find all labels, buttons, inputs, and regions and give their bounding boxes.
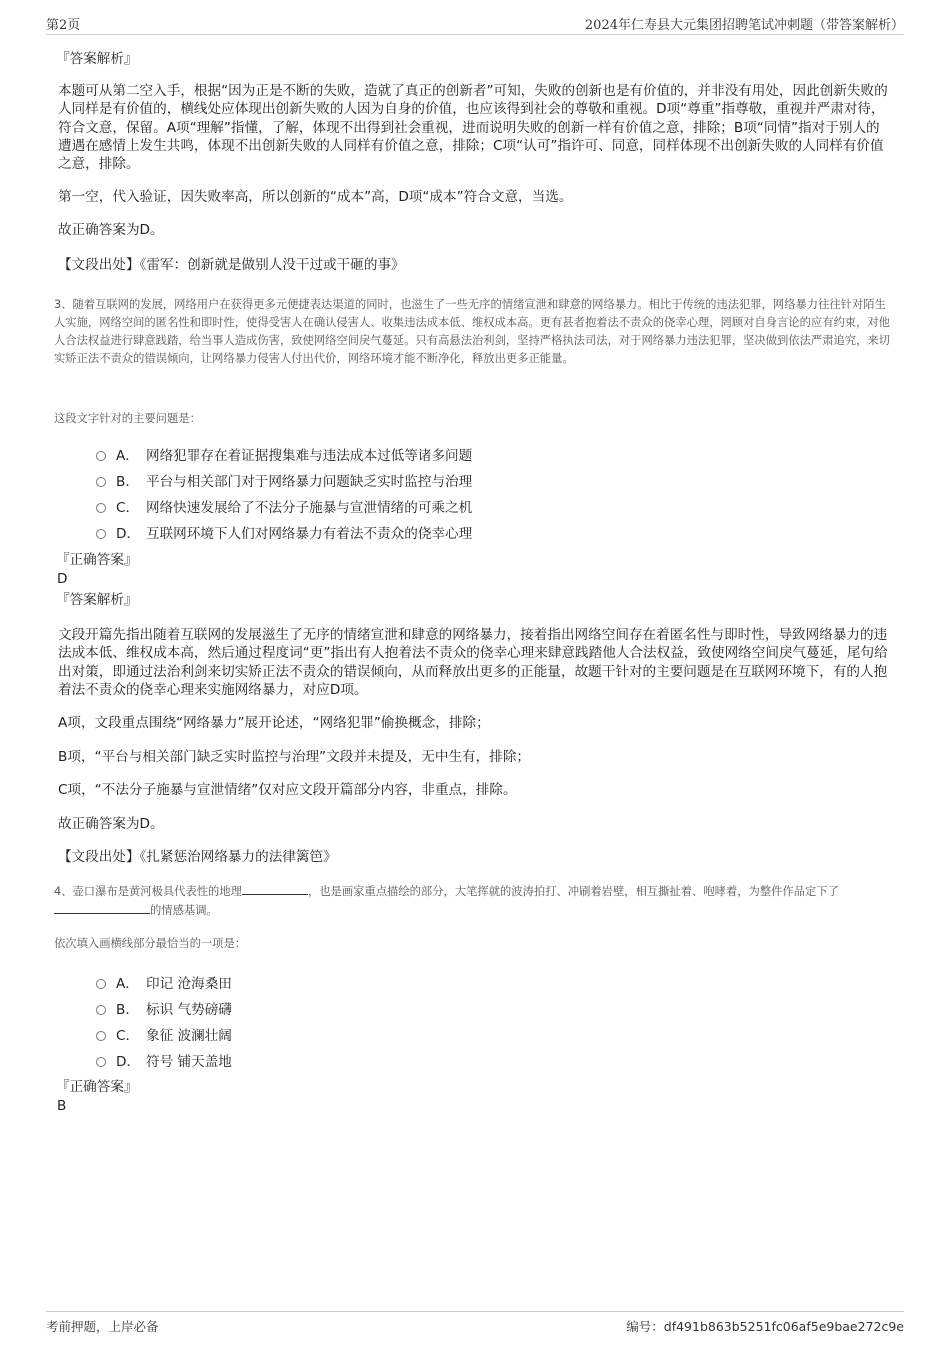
option-text: 象征 波澜壮阔 [146,1028,232,1044]
q4-correct-answer: B [57,1098,67,1114]
option-text: 互联网环境下人们对网络暴力有着法不责众的侥幸心理 [146,526,473,542]
page-header [46,14,904,35]
q3-analysis-label: 『答案解析』 [56,592,138,608]
q3-options [96,441,472,545]
option-text: 平台与相关部门对于网络暴力问题缺乏实时监控与治理 [146,474,473,490]
option-text: 网络快速发展给了不法分子施暴与宣泄情绪的可乘之机 [146,500,473,516]
q2-analysis-p2: 第一空，代入验证，因失败率高，所以创新的“成本”高，D项“成本”符合文意，当选。 [58,189,573,205]
q3-analysis-p4: C项，“不法分子施暴与宣泄情绪”仅对应文段开篇部分内容，非重点，排除。 [58,782,517,798]
q4-stem [54,882,892,920]
q4-correct-label: 『正确答案』 [56,1079,138,1095]
option-key: D． [116,526,141,542]
footer-slogan: 考前押题，上岸必备 [46,1319,159,1334]
q2-source: 【文段出处】《雷军：创新就是做别人没干过或干砸的事》 [58,257,405,273]
radio-icon[interactable] [96,1005,106,1015]
q3-analysis-p5: 故正确答案为D。 [58,816,164,832]
option-text: 网络犯罪存在着证据搜集难与违法成本过低等诸多问题 [146,448,473,464]
radio-icon[interactable] [96,529,106,539]
option-key: A． [116,976,139,992]
q2-analysis-p3: 故正确答案为D。 [58,222,164,238]
option-text: 标识 气势磅礴 [146,1002,232,1018]
radio-icon[interactable] [96,451,106,461]
q4-option-a[interactable] [96,969,232,995]
page-number: 第2页 [46,18,81,33]
document-title: 2024年仁寿县大元集团招聘笔试冲刺题（带答案解析） [584,18,904,33]
option-key: D． [116,1054,141,1070]
q3-question: 这段文字针对的主要问题是： [54,412,201,425]
radio-icon[interactable] [96,979,106,989]
q3-source: 【文段出处】《扎紧惩治网络暴力的法律篱笆》 [58,849,337,865]
radio-icon[interactable] [96,1057,106,1067]
q4-question: 依次填入画横线部分最恰当的一项是： [54,937,247,950]
radio-icon[interactable] [96,1031,106,1041]
footer-code [626,1317,904,1335]
q3-correct-answer: D [57,571,68,587]
q2-analysis-p1: 本题可从第二空入手，根据“因为正是不断的失败，造就了真正的创新者”可知，失败的创新也是有价值的，并非没有用处，因此创新失败的人同样是有价值的，横线处应体现出创新失败的人因为自身的价值，也应该得到社会的尊敬和重视。D项“尊重”指尊敬，重视并严肃对待，符合文意，保留。A项“理解”指懂，了解，体现不出得到社会重视，进而说明失败的创新一样有价值之意，排除；B项“同情”指对于别人的遭遇在感情上发生共鸣，体现不出创新失败的人同样有价值之意，排除；C项“认可”指许可、同意，同样体现不出创新失败的人同样有价值之意，排除。 [58,83,888,173]
q2-analysis-label: 『答案解析』 [56,51,138,67]
radio-icon[interactable] [96,503,106,513]
option-key: C． [116,1028,140,1044]
q4-option-c[interactable] [96,1021,232,1047]
option-key: B． [116,474,139,490]
code-label: 编号： [626,1319,664,1334]
q3-correct-label: 『正确答案』 [56,552,138,568]
fill-blank-1 [242,882,308,895]
q4-options [96,969,232,1073]
q3-analysis-p3: B项，“平台与相关部门缺乏实时监控与治理”文段并未提及，无中生有，排除； [58,749,531,765]
q3-option-d[interactable] [96,519,472,545]
q4-stem-part-1: 4、壶口瀑布是黄河极具代表性的地理 [54,885,242,898]
q4-stem-part-2: ，也是画家重点描绘的部分，大笔挥就的波涛拍打、冲刷着岩壁，相互撕扯着、咆哮着，为整件作品定下了 [307,885,839,898]
code-value: df491b863b5251fc06af5e9bae272c9e [663,1319,904,1334]
q3-option-b[interactable] [96,467,472,493]
q3-stem: 3、随着互联网的发展，网络用户在获得更多元便捷表达渠道的同时，也滋生了一些无序的情绪宣泄和肆意的网络暴力。相比于传统的违法犯罪，网络暴力往往针对陌生人实施，网络空间的匿名性和即时性，使得受害人在确认侵害人、收集违法成本低、维权成本高。更有甚者抱着法不责众的侥幸心理，罔顾对自身言论的应有约束，对他人合法权益进行肆意践踏，给当事人造成伤害，致使网络空间戾气蔓延。只有高悬法治利剑，坚持严格执法司法，对于网络暴力违法犯罪，坚决做到依法严肃追究，来切实矫正法不责众的错误倾向，让网络暴力侵害人付出代价，网络环境才能不断净化，释放出更多正能量。 [54,298,890,365]
option-key: B． [116,1002,139,1018]
page-footer [46,1311,904,1338]
option-text: 符号 铺天盖地 [146,1054,232,1070]
q4-option-b[interactable] [96,995,232,1021]
q4-option-d[interactable] [96,1047,232,1073]
q3-analysis-p1: 文段开篇先指出随着互联网的发展滋生了无序的情绪宣泄和肆意的网络暴力，接着指出网络空间存在着匿名性与即时性，导致网络暴力的违法成本低、维权成本高，然后通过程度词“更”指出有人抱着法不责众的侥幸心理来肆意践踏他人合法权益，致使网络空间戾气蔓延，尾句给出对策，即通过法治利剑来切实矫正法不责众的错误倾向，从而释放出更多的正能量，故题干针对的主要问题是在互联网环境下，有的人抱着法不责众的侥幸心理来实施网络暴力，对应D项。 [58,627,888,698]
option-key: C． [116,500,140,516]
q3-option-c[interactable] [96,493,472,519]
radio-icon[interactable] [96,477,106,487]
fill-blank-2 [54,901,150,914]
option-key: A． [116,448,139,464]
q3-analysis-p2: A项，文段重点围绕“网络暴力”展开论述，“网络犯罪”偷换概念，排除； [58,715,490,731]
option-text: 印记 沧海桑田 [146,976,232,992]
q3-option-a[interactable] [96,441,472,467]
q4-stem-part-3: 的情感基调。 [150,904,218,917]
